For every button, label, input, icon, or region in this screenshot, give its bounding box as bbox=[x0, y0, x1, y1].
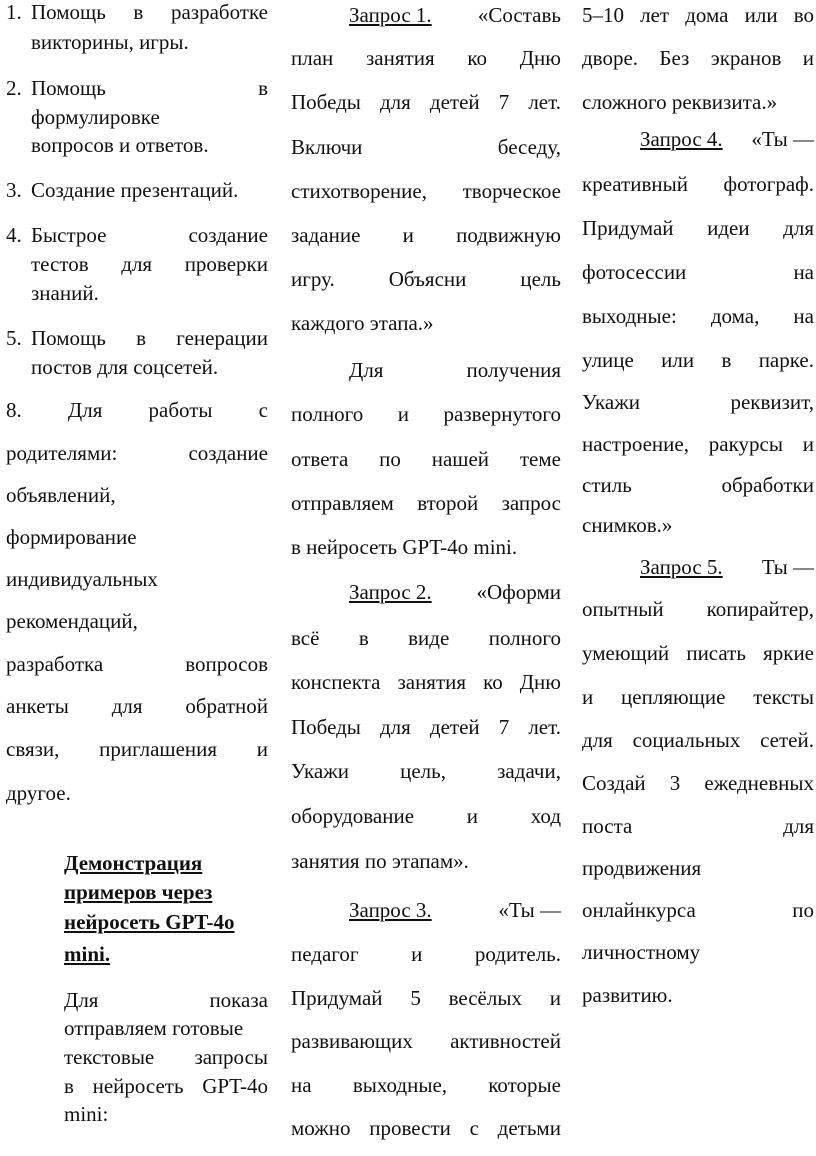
list-number: 5. bbox=[6, 326, 22, 350]
query-label: Запрос 4. bbox=[640, 127, 723, 151]
list-number: 1. bbox=[6, 0, 22, 24]
list-number: 2. bbox=[6, 76, 22, 100]
query-text: Ты — bbox=[756, 555, 814, 579]
text-line: развивающих активностей bbox=[291, 1029, 561, 1053]
text-line: поста для bbox=[582, 814, 814, 838]
list-item-8-line: объявлений, bbox=[6, 483, 116, 507]
list-item-line: Создание презентаций. bbox=[31, 178, 239, 202]
text-line: конспекта занятия ко Дню bbox=[291, 670, 561, 694]
text-line: отправляем второй запрос bbox=[291, 491, 561, 515]
text-line: развитию. bbox=[582, 983, 673, 1007]
query-heading-line bbox=[291, 580, 561, 605]
text-line: для социальных сетей. bbox=[582, 728, 814, 752]
text-line: Придумай 5 весёлых и bbox=[291, 986, 561, 1010]
list-number: 4. bbox=[6, 223, 22, 247]
section-heading: Демонстрация bbox=[64, 851, 203, 875]
query-label: Запрос 1. bbox=[349, 3, 432, 27]
query-label: Запрос 2. bbox=[349, 580, 432, 604]
query-heading-line bbox=[582, 127, 814, 152]
list-item-line: Помощь в bbox=[31, 76, 268, 100]
text-line: всё в виде полного bbox=[291, 626, 561, 650]
list-item-line: Помощь в генерации bbox=[31, 326, 268, 350]
text-line: Включи беседу, bbox=[291, 135, 561, 159]
text-line: стиль обработки bbox=[582, 473, 814, 497]
text-line: креативный фотограф. bbox=[582, 172, 814, 196]
text-line: можно провести с детьми bbox=[291, 1116, 561, 1140]
text-line: выходные: дома, на bbox=[582, 304, 814, 328]
list-item-8-line: формирование bbox=[6, 525, 137, 549]
list-item-line: вопросов и ответов. bbox=[31, 133, 209, 157]
section-heading: mini. bbox=[64, 942, 111, 966]
text-line: Укажи цель, задачи, bbox=[291, 759, 561, 783]
text-line: Для получения bbox=[349, 358, 561, 382]
query-label: Запрос 3. bbox=[349, 898, 432, 922]
text-line: личностному bbox=[582, 940, 701, 964]
section-heading: примеров через bbox=[64, 880, 213, 904]
paragraph-line: текстовые запросы bbox=[64, 1045, 268, 1069]
query-label: Запрос 5. bbox=[640, 555, 723, 579]
text-line: каждого этапа.» bbox=[291, 311, 434, 335]
query-heading-line bbox=[291, 3, 561, 28]
paragraph-line: отправляем готовые bbox=[64, 1016, 244, 1040]
text-line: фотосессии на bbox=[582, 260, 814, 284]
list-item-8-line: рекомендаций, bbox=[6, 609, 138, 633]
list-item-8-line: 8. Для работы с bbox=[6, 398, 268, 422]
query-text: «Оформи bbox=[471, 580, 561, 604]
text-line: план занятия ко Дню bbox=[291, 46, 561, 70]
query-heading-line bbox=[582, 555, 814, 580]
text-line: Придумай идеи для bbox=[582, 216, 814, 240]
list-item-8-line: связи, приглашения и bbox=[6, 737, 268, 761]
list-item-line: Быстрое создание bbox=[31, 223, 268, 247]
list-number: 3. bbox=[6, 178, 22, 202]
list-item-line: викторины, игры. bbox=[31, 30, 189, 54]
text-line: игру. Объясни цель bbox=[291, 267, 561, 291]
text-line: педагог и родитель. bbox=[291, 942, 561, 966]
list-item-line: постов для соцсетей. bbox=[31, 355, 219, 379]
text-line: улице или в парке. bbox=[582, 348, 814, 372]
query-text: «Ты — bbox=[746, 127, 814, 151]
paragraph-line: mini: bbox=[64, 1102, 109, 1126]
text-line: Победы для детей 7 лет. bbox=[291, 90, 561, 114]
list-item-line: знаний. bbox=[31, 281, 99, 305]
text-line: умеющий писать яркие bbox=[582, 641, 814, 665]
list-item-line: формулировке bbox=[31, 105, 160, 129]
text-line: оборудование и ход bbox=[291, 804, 561, 828]
text-line: дворе. Без экранов и bbox=[582, 46, 814, 70]
query-text: «Ты — bbox=[493, 898, 561, 922]
text-line: стихотворение, творческое bbox=[291, 179, 561, 203]
list-item-8-line: анкеты для обратной bbox=[6, 694, 268, 718]
query-text: «Составь bbox=[472, 3, 561, 27]
list-item-8-line: разработка вопросов bbox=[6, 652, 268, 676]
text-line: Укажи реквизит, bbox=[582, 390, 814, 414]
query-heading-line bbox=[291, 898, 561, 923]
list-item-8-line: индивидуальных bbox=[6, 567, 158, 591]
paragraph-line: Для показа bbox=[64, 988, 268, 1012]
text-line: занятия по этапам». bbox=[291, 849, 469, 873]
text-line: 5–10 лет дома или во bbox=[582, 3, 814, 27]
text-line: опытный копирайтер, bbox=[582, 597, 814, 621]
text-line: и цепляющие тексты bbox=[582, 685, 814, 709]
text-line: на выходные, которые bbox=[291, 1073, 561, 1097]
text-line: в нейросеть GPT-4o mini. bbox=[291, 535, 518, 559]
section-heading: нейросеть GPT-4o bbox=[64, 910, 235, 934]
text-line: Создай 3 ежедневных bbox=[582, 771, 814, 795]
text-line: продвижения bbox=[582, 856, 702, 880]
text-line: ответа по нашей теме bbox=[291, 447, 561, 471]
text-line: Победы для детей 7 лет. bbox=[291, 715, 561, 739]
text-line: задание и подвижную bbox=[291, 223, 561, 247]
text-line: настроение, ракурсы и bbox=[582, 432, 814, 456]
paragraph-line: в нейросеть GPT-4o bbox=[64, 1074, 268, 1098]
list-item-line: Помощь в разработке bbox=[31, 0, 268, 24]
text-line: снимков.» bbox=[582, 513, 673, 537]
list-item-8-line: другое. bbox=[6, 781, 71, 805]
list-item-line: тестов для проверки bbox=[31, 252, 268, 276]
text-line: полного и развернутого bbox=[291, 402, 561, 426]
list-item-8-line: родителями: создание bbox=[6, 441, 268, 465]
text-line: сложного реквизита.» bbox=[582, 90, 778, 114]
text-line: онлайнкурса по bbox=[582, 898, 814, 922]
